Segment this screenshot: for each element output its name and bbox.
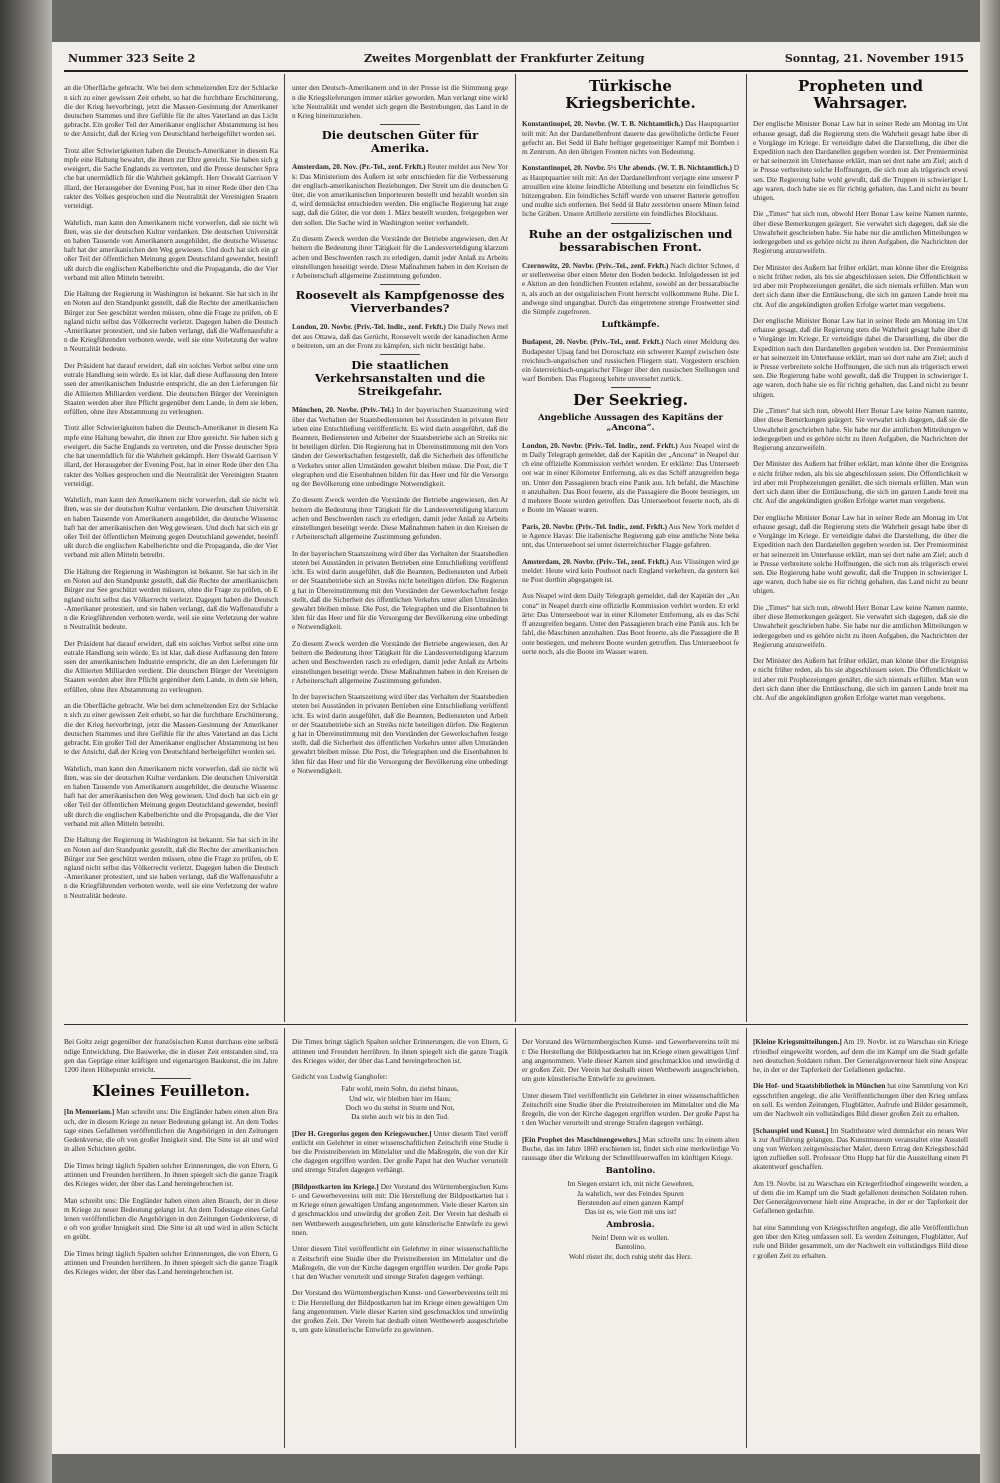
article-paragraph: [In Memoriam.] Man schreibt uns: Die Engländer haben einen alten Brauch, der in diesem Kriege zu neuer Bedeutung gelangt ist. An dem Todestage eines Gefallenen veröffentlichen die Angehörigen in den Zeitungen Gedenkverse, die oft von großer Innigkeit sind. Die Sitte ist alt und wird in allen Schichten geübt. <box>64 1107 278 1154</box>
dateline: Konstantinopel, 20. Novbr. (W. T. B. Nichtamtlich.) <box>522 119 683 129</box>
headline-deutsche-gueter: Die deutschen Güter für Amerika. <box>321 128 479 156</box>
poem-line: Da stehn auch wir bis in den Tod. <box>351 1112 449 1122</box>
article-paragraph: Die Haltung der Regierung in Washington ist bekannt. Sie hat sich in ihren Noten auf den Standpunkt gestellt, daß die Rechte der amerikanischen Bürger zur See geschützt werden müssen, ohne die Frage zu prüfen, ob England nicht selbst das Völkerrecht verletzt. Dagegen haben die Deutsch-Amerikaner protestiert, und sie haben verlangt, daß die Waffenausfuhr an die Kriegführenden verboten werde, weil sie eine Verletzung der wahren Neutralität bedeute. <box>64 566 278 632</box>
section-rule <box>611 387 651 388</box>
column-rule <box>746 1028 747 1448</box>
section-rule <box>380 354 420 355</box>
article-paragraph: Die „Times“ hat sich nun, obwohl Herr Bonar Law keine Namen nannte, über diese Bemerkungen geärgert. Sie verwahrt sich dagegen, daß sie die Unwahrheit geschrieben habe. Sie habe nur die amtlichen Mitteilungen wiedergegeben und es gehöre nicht zu ihren Aufgaben, die Nachrichten der Regierung anzuzweifeln. <box>753 209 968 256</box>
masthead <box>64 50 968 68</box>
page-edge <box>980 0 1000 1483</box>
item-title: [Ein Prophet des Maschinengewehrs.] <box>522 1134 641 1144</box>
article-paragraph: In der bayerischen Staatszeitung wird über das Verhalten der Staatsbediensteten bei Ausständen in privaten Betrieben eine Entschließung veröffentlicht. Es wird darin ausgeführt, daß die Beamten, Bediensteten und Arbeiter der Staatsbetriebe sich an Streiks nicht beteiligen dürfen. Die Regierung hat in Übereinstimmung mit den Vorständen der Gewerkschaften festgestellt, daß die Sicherheit des öffentlichen Verkehrs unter allen Umständen gewahrt bleiben müsse. Die Post, die Telegraphen und die Eisenbahnen bilden für das Heer und für die Versorgung der Bevölkerung eine unbedingte Notwendigkeit. <box>292 692 508 775</box>
headline-tuerkische-kriegsberichte: Türkische Kriegsberichte. <box>565 77 696 112</box>
dateline: London, 20. Novbr. (Priv.-Tel. Indir., zenf. Frkft.) <box>522 440 678 450</box>
article-paragraph: München, 20. Novbr. (Priv.-Tel.) In der bayerischen Staatszeitung wird über das Verhalten der Staatsbediensteten bei Ausständen in privaten Betrieben eine Entschließung veröffentlicht. Es wird darin ausgeführt, daß die Beamten, Bediensteten und Arbeiter der Staatsbetriebe sich an Streiks nicht beteiligen dürfen. Die Regierung hat in Übereinstimmung mit den Vorständen der Gewerkschaften festgestellt, daß die Sicherheit des öffentlichen Verkehrs unter allen Umständen gewahrt bleiben müsse. Die Post, die Telegraphen und die Eisenbahnen bilden für das Heer und für die Versorgung der Bevölkerung eine unbedingte Notwendigkeit. <box>292 405 508 488</box>
article-paragraph: London, 20. Novbr. (Priv.-Tel. Indir., zenf. Frkft.) Aus Neapel wird dem Daily Telegraph gemeldet, daß der Kapitän der „Ancona“ in Neapel durch eine offizielle Kommission verhört worden. Er erklärte: Das Unterseeboot war in einer Kilometer Entfernung, als es das Schiff anzugreifen begann. Unter den Passagieren brach eine Panik aus. Ich befahl, die Maschinen anzuhalten. Das Boot feuerte, als die Passagiere die Boote bestiegen, und mehrere Boote wurden getroffen. Das Unterseeboot feuerte noch, als die Boote im Wasser waren. <box>522 440 739 515</box>
dateline: Amsterdam, 20. Novbr. (Priv.-Tel., zenf. Frkft.) <box>522 556 669 566</box>
article-paragraph: [Bildpostkarten im Kriege.] Der Vorstand des Württembergischen Kunst- und Gewerbevereins teilt mit: Die Herstellung der Bildpostkarten hat im Kriege einen gewaltigen Umfang angenommen. Viele dieser Karten sind geschmacklos und unwürdig der großen Zeit. Der Verein hat deshalb einen Wettbewerb ausgeschrieben, um gute künstlerische Entwürfe zu gewinnen. <box>292 1181 508 1237</box>
dateline: München, 20. Novbr. (Priv.-Tel.) <box>292 405 394 415</box>
article-paragraph: Trotz aller Schwierigkeiten haben die Deutsch-Amerikaner in diesem Kampfe eine Haltung bewahrt, die ihnen zur Ehre gereicht. Sie haben sich geweigert, die Sache Englands zu vertreten, und die Presse deutscher Sprache hat unermüdlich für die Wahrheit gekämpft. Herr Oswald Garrison Villard, der Herausgeber der Evening Post, hat in einer Rede über den Charakter des Volkes gesprochen und die Neutralität der Vereinigten Staaten verteidigt. <box>64 423 278 488</box>
article-paragraph: Konstantinopel, 20. Novbr. (W. T. B. Nichtamtlich.) Das Hauptquartier teilt mit: An der Dardanellenfront dauerte das gewöhnliche örtliche Feuergefecht an. Bei Sedd ül Bahr heftiger gegenseitiger Kampf mit Bomben im Zentrum. An den übrigen Fronten nichts von Bedeutung. <box>522 119 739 156</box>
article-paragraph: Unter diesem Titel veröffentlicht ein Gelehrter in einer wissenschaftlichen Zeitschrift eine Studie über die Preistreibereien im Mittelalter und die Maßregeln, die von der Kirche dagegen ergriffen wurden. Der große Papst hat den Wucher verurteilt und strenge Strafen dagegen verhängt. <box>292 1244 508 1281</box>
article-paragraph: Konstantinopel, 20. Novbr. 5½ Uhr abends. (W. T. B. Nichtamtlich.) Das Hauptquartier teilt mit: An der Dardanellenfront verjagte eine unserer Patrouillen eine kleine feindliche Abteilung und besetzte ein feindliches Schützengraben. Ein feindliches Schiff wurde von unserer Batterie getroffen und mußte sich entfernen. Bei Sedd ül Bahr zerstörten unsere Minen feindliche Gräben. Unsere Artillerie zerstörte ein feindliches Blockhaus. <box>522 163 739 219</box>
headline-ruhe-ostgalizien: Ruhe an der ostgalizischen und bessarabischen Front. <box>528 226 733 254</box>
headline-roosevelt: Roosevelt als Kampfgenosse des Vierverbandes? <box>295 288 505 316</box>
article-paragraph: Die „Times“ hat sich nun, obwohl Herr Bonar Law keine Namen nannte, über diese Bemerkungen geärgert. Sie verwahrt sich dagegen, daß sie die Unwahrheit geschrieben habe. Sie habe nur die amtlichen Mitteilungen wiedergegeben und es gehöre nicht zu ihren Aufgaben, die Nachrichten der Regierung anzuzweifeln. <box>753 602 968 649</box>
article-paragraph: unter den Deutsch-Amerikanern und in der Presse ist die Stimmung gegen die Kriegslieferungen immer stärker geworden. Man verlangt eine wirkliche Neutralität und wendet sich gegen die Bestrebungen, das Land in den Krieg hineinzuziehen. <box>292 83 508 120</box>
column-rule <box>515 1028 516 1448</box>
headline-propheten: Propheten und Wahrsager. <box>797 77 924 112</box>
article-paragraph: Die Times bringt täglich Spalten solcher Erinnerungen, die von Eltern, Gattinnen und Freunden herrühren. In ihnen spiegelt sich die ganze Tragik des Krieges wider, der über das Land hereingebrochen ist. <box>64 1160 278 1189</box>
article-paragraph: Zu diesem Zweck werden die Vorstände der Betriebe angewiesen, den Arbeitern die Bedeutung ihrer Tätigkeit für die Landesverteidigung klarzumachen und Beschwerden rasch zu erledigen, damit jeder Anlaß zu Arbeitseinstellungen beseitigt werde. Diese Maßnahmen haben in den Kreisen der Arbeiterschaft allgemeine Zustimmung gefunden. <box>292 234 508 280</box>
article-paragraph: Der Präsident hat darauf erwidert, daß ein solches Verbot selbst eine unneutrale Handlung sein würde. Es ist klar, daß diese Auffassung den Interessen der amerikanischen Industrie entspricht, die an den Lieferungen für die Alliierten Milliarden verdient. Die deutschen Bürger der Vereinigten Staaten werden aber ihre Pflicht gegenüber dem Lande, in dem sie leben, erfüllen, ohne ihre Abstammung zu verleugnen. <box>64 360 278 416</box>
dateline: Budapest, 20. Novbr. (Priv.-Tel., zenf. Frkft.) <box>522 337 664 347</box>
article-paragraph: In der bayerischen Staatszeitung wird über das Verhalten der Staatsbediensteten bei Ausständen in privaten Betrieben eine Entschließung veröffentlicht. Es wird darin ausgeführt, daß die Beamten, Bediensteten und Arbeiter der Staatsbetriebe sich an Streiks nicht beteiligen dürfen. Die Regierung hat in Übereinstimmung mit den Vorständen der Gewerkschaften festgestellt, daß die Sicherheit des öffentlichen Verkehrs unter allen Umständen gewahrt bleiben müsse. Die Post, die Telegraphen und die Eisenbahnen bilden für das Heer und für die Versorgung der Bevölkerung eine unbedingte Notwendigkeit. <box>292 548 508 632</box>
article-column-1 <box>64 76 278 1020</box>
item-title: Die Hof- und Staatsbibliothek in München <box>753 1081 886 1091</box>
poem-line: Fahr wohl, mein Sohn, du ziehst hinaus, <box>341 1084 459 1094</box>
section-rule <box>611 223 651 224</box>
article-paragraph: Bei Goltz zeigt gegenüber der französischen Kunst durchaus eine selbständige Entwicklung. Die Bauwerke, die in dieser Zeit entstanden sind, tragen das Gepräge einer kräftigen und eigenartigen Baukunst, die im Jahre 1200 ihren Höhepunkt erreicht. <box>64 1037 278 1074</box>
dialog-verse <box>522 1179 739 1216</box>
item-title: [Der H. Gregorius gegen den Kriegswucher.] <box>292 1128 432 1138</box>
masthead-rule <box>64 70 968 72</box>
poem-line: Doch wo du stehst in Sturm und Not, <box>345 1102 455 1112</box>
verse-line: Im Siegen erstarrt ich, mit nicht Gewehren, <box>567 1179 694 1189</box>
feuilleton-divider <box>64 1024 968 1025</box>
headline-verkehrsanstalten: Die staatlichen Verkehrsanstalten und die Streikgefahr. <box>314 358 486 399</box>
article-paragraph: Wahrlich, man kann den Amerikanern nicht vorwerfen, daß sie nicht wüßten, was sie der deutschen Kultur verdanken. Die deutschen Universitäten haben Tausende von Amerikanern ausgebildet, die deutsche Wissenschaft hat der amerikanischen den Weg gewiesen. Und doch hat sich ein großer Teil der öffentlichen Meinung gegen Deutschland gewendet, beeinflußt durch die englischen Kabelberichte und die Propaganda, die der Vierverband mit allen Mitteln betreibt. <box>64 763 278 828</box>
item-title: [Schauspiel und Kunst.] <box>753 1125 829 1135</box>
verse-line: Berstenden auf einen ganzen Kampf <box>577 1197 684 1207</box>
article-column-4 <box>753 76 968 1020</box>
article-column-2 <box>292 76 508 1020</box>
article-column-3 <box>522 76 739 1020</box>
dialog-verse <box>522 1233 739 1261</box>
article-paragraph: Amsterdam, 20. Novbr. (Priv.-Tel., zenf. Frkft.) Aus Vlissingen wird gemeldet: Heute wird kein Postboot nach England verkehren, da gestern keine Post dorthin abgegangen ist. <box>522 556 739 584</box>
column-rule <box>515 74 516 1022</box>
item-title: [Kleine Kriegsmitteilungen.] <box>753 1037 842 1047</box>
article-paragraph: [Der H. Gregorius gegen den Kriegswucher.] Unter diesem Titel veröffentlicht ein Gelehrter in einer wissenschaftlichen Zeitschrift eine Studie über die Preistreibereien im Mittelalter und die Maßregeln, die von der Kirche dagegen ergriffen wurden. Der große Papst hat den Wucher verurteilt und strenge Strafen dagegen verhängt. <box>292 1128 508 1175</box>
newspaper-name: Zweites Morgenblatt der Frankfurter Zeitung <box>364 52 645 65</box>
column-rule <box>284 1028 285 1448</box>
feuilleton-column-3 <box>522 1030 739 1448</box>
verse-line: Das ist es, wie Gott mit uns ist! <box>584 1206 677 1216</box>
article-paragraph: Zu diesem Zweck werden die Vorstände der Betriebe angewiesen, den Arbeitern die Bedeutung ihrer Tätigkeit für die Landesverteidigung klarzumachen und Beschwerden rasch zu erledigen, damit jeder Anlaß zu Arbeitseinstellungen beseitigt werde. Diese Maßnahmen haben in den Kreisen der Arbeiterschaft allgemeine Zustimmung gefunden. <box>292 495 508 542</box>
feuilleton-column-1 <box>64 1030 278 1448</box>
section-rule <box>380 124 420 125</box>
section-rule <box>151 1078 191 1079</box>
column-rule <box>284 74 285 1022</box>
subheadline-ancona: Angebliche Aussagen des Kapitäns der „Ancona“. <box>538 413 723 434</box>
dateline: Amsterdam, 20. Nov. (Pr.-Tel., zenf. Frkft.) <box>292 162 426 172</box>
article-paragraph: Trotz aller Schwierigkeiten haben die Deutsch-Amerikaner in diesem Kampfe eine Haltung bewahrt, die ihnen zur Ehre gereicht. Sie haben sich geweigert, die Sache Englands zu vertreten, und die Presse deutscher Sprache hat unermüdlich für die Wahrheit gekämpft. Herr Oswald Garrison Villard, der Herausgeber der Evening Post, hat in einer Rede über den Charakter des Volkes gesprochen und die Neutralität der Vereinigten Staaten verteidigt. <box>64 145 278 211</box>
article-paragraph: an die Oberfläche gebracht. Wie bei dem schmelzenden Erz der Schlacken sich zu einer gewissen Zeit erhebt, so hat die furchtbare Erschütterung, die der Krieg hervorbringt, jetzt die Massen-Gesinnung der Amerikaner deutschen Stammes und ihre Gefühle für ihr altes Vaterland an das Licht gebracht. Ein großer Teil der Amerikaner englischer Abstammung ist heute der Ansicht, daß der Krieg von Deutschland herbeigeführt worden sei. <box>64 701 278 757</box>
article-paragraph: Der Präsident hat darauf erwidert, daß ein solches Verbot selbst eine unneutrale Handlung sein würde. Es ist klar, daß diese Auffassung den Interessen der amerikanischen Industrie entspricht, die an den Lieferungen für die Alliierten Milliarden verdient. Die deutschen Bürger der Vereinigten Staaten werden aber ihre Pflicht gegenüber dem Lande, in dem sie leben, erfüllen, ohne ihre Abstammung zu verleugnen. <box>64 638 278 694</box>
item-title: [Bildpostkarten im Kriege.] <box>292 1181 379 1191</box>
article-paragraph: Der englische Minister Bonar Law hat in seiner Rede am Montag im Unterhause gesagt, daß die Regierung stets die Wahrheit gesagt habe über die Vorgänge im Kriege. Er verteidigte dabei die Darstellung, die über die Expedition nach den Dardanellen gegeben worden ist. Der Premierminister hat seinerzeit im Unterhause erklärt, man sei dort nahe am Ziel; auch die Presse verbreitete solche Hoffnungen, die sich nun als trügerisch erweisen. Die Regierung habe wohl gewußt, daß die Truppen in schwieriger Lage waren, doch habe sie es für richtig gehalten, das Land nicht zu beunruhigen. <box>753 316 968 399</box>
book-binding <box>0 0 52 1483</box>
article-paragraph: Die Times bringt täglich Spalten solcher Erinnerungen, die von Eltern, Gattinnen und Freunden herrühren. In ihnen spiegelt sich die ganze Tragik des Krieges wider, der über das Land hereingebrochen ist. <box>292 1037 508 1065</box>
item-title: [In Memoriam.] <box>64 1107 115 1117</box>
issue-number: Nummer 323 Seite 2 <box>68 52 196 65</box>
article-paragraph: Wahrlich, man kann den Amerikanern nicht vorwerfen, daß sie nicht wüßten, was sie der deutschen Kultur verdanken. Die deutschen Universitäten haben Tausende von Amerikanern ausgebildet, die deutsche Wissenschaft hat der amerikanischen den Weg gewiesen. Und doch hat sich ein großer Teil der öffentlichen Meinung gegen Deutschland gewendet, beeinflußt durch die englischen Kabelberichte und die Propaganda, die der Vierverband mit allen Mitteln betreibt. <box>64 217 278 282</box>
article-paragraph: hat eine Sammlung von Kriegsschriften angelegt, die alle Veröffentlichungen über den Krieg umfassen soll. Es werden Zeitungen, Flugblätter, Aufrufe und Bilder gesammelt, um der Nachwelt ein vollständiges Bild dieser großen Zeit zu erhalten. <box>753 1222 968 1260</box>
article-paragraph: [Kleine Kriegsmitteilungen.] Am 19. Novbr. ist zu Warschau ein Kriegerfriedhof eingeweiht worden, auf dem die im Kampf um die Stadt gefallenen deutschen Soldaten ruhen. Der Generalgouverneur hielt eine Ansprache, in der er der Tapferkeit der Gefallenen gedachte. <box>753 1037 968 1074</box>
newspaper-page <box>52 42 980 1454</box>
dateline: London, 20. Novbr. (Priv.-Tel. Indir., zenf. Frkft.) <box>292 322 446 332</box>
verse-line: Wohl rüstet ihr, doch ruhig steht das Herz. <box>568 1251 693 1261</box>
article-paragraph: Der englische Minister Bonar Law hat in seiner Rede am Montag im Unterhause gesagt, daß die Regierung stets die Wahrheit gesagt habe über die Vorgänge im Kriege. Er verteidigte dabei die Darstellung, die über die Expedition nach den Dardanellen gegeben worden ist. Der Premierminister hat seinerzeit im Unterhause erklärt, man sei dort nahe am Ziel; auch die Presse verbreitete solche Hoffnungen, die sich nun als trügerisch erweisen. Die Regierung habe wohl gewußt, daß die Truppen in schwieriger Lage waren, doch habe sie es für richtig gehalten, das Land nicht zu beunruhigen. <box>753 512 968 596</box>
article-paragraph: an die Oberfläche gebracht. Wie bei dem schmelzenden Erz der Schlacken sich zu einer gewissen Zeit erhebt, so hat die furchtbare Erschütterung, die der Krieg hervorbringt, jetzt die Massen-Gesinnung der Amerikaner deutschen Stammes und ihre Gefühle für ihr altes Vaterland an das Licht gebracht. Ein großer Teil der Amerikaner englischer Abstammung ist heute der Ansicht, daß der Krieg von Deutschland herbeigeführt worden sei. <box>64 83 278 139</box>
article-paragraph: Budapest, 20. Novbr. (Priv.-Tel., zenf. Frkft.) Nach einer Meldung des Budapester Ujsag fand bei Doroschatz ein schwerer Kampf zwischen österreichisch-ungarischen und russischen Fliegern statt. Vorgestern erschien ein österreichisch-ungarischer Flieger über den russischen Stellungen und warf Bomben. Das Flugzeug kehrte unversehrt zurück. <box>522 337 739 384</box>
article-paragraph: Der Minister des Außern hat früher erklärt, man könne über die Ereignisse nicht früher reden, als bis sie abgeschlossen seien. Die Öffentlichkeit wird aber mit Prophezeiungen genährt, die sich niemals erfüllen. Man wundert sich dann über die Enttäuschung, die sich im ganzen Lande breit macht. Auf die angekündigten großen Erfolge wartet man vergebens. <box>753 262 968 309</box>
subheadline-luftkaempfe: Luftkämpfe. <box>601 320 660 331</box>
verse-line: Nein! Denn wir es wollen. <box>591 1233 670 1243</box>
article-paragraph: Der Vorstand des Württembergischen Kunst- und Gewerbevereins teilt mit: Die Herstellung der Bildpostkarten hat im Kriege einen gewaltigen Umfang angenommen. Viele dieser Karten sind geschmacklos und unwürdig der großen Zeit. Der Verein hat deshalb einen Wettbewerb ausgeschrieben, um gute künstlerische Entwürfe zu gewinnen. <box>292 1288 508 1335</box>
column-rule <box>746 74 747 1022</box>
section-rule <box>380 284 420 285</box>
article-paragraph: Czernowitz, 20. Novbr. (Priv.-Tel., zenf. Frkft.) Nach dichter Schnee, der stellenweise über einen Meter den Boden bedeckt. Infolgedessen ist jede Aktion an den feindlichen Fronten erlahmt, sowohl an der bessarabischen, als auch an der ostgalizischen Front herrscht vollkommene Ruhe. Die Landwege sind ungangbar. Durch das eingetretene strenge Frostwetter sind die Sümpfe zugefroren. <box>522 260 739 316</box>
poem <box>292 1084 508 1121</box>
poem-intro: Gedicht von Ludwig Ganghofer: <box>292 1072 388 1082</box>
dialog-speaker: Ambrosia. <box>606 1220 655 1231</box>
dateline: Konstantinopel, 20. Novbr. 5½ Uhr abends. (W. T. B. Nichtamtlich.) <box>522 163 732 173</box>
article-paragraph: Die Haltung der Regierung in Washington ist bekannt. Sie hat sich in ihren Noten auf den Standpunkt gestellt, daß die Rechte der amerikanischen Bürger zur See geschützt werden müssen, ohne die Frage zu prüfen, ob England nicht selbst das Völkerrecht verletzt. Dagegen haben die Deutsch-Amerikaner protestiert, und sie haben verlangt, daß die Waffenausfuhr an die Kriegführenden verboten werde, weil sie eine Verletzung der wahren Neutralität bedeute. <box>64 835 278 900</box>
article-paragraph: Man schreibt uns: Die Engländer haben einen alten Brauch, der in diesem Kriege zu neuer Bedeutung gelangt ist. An dem Todestage eines Gefallenen veröffentlichen die Angehörigen in den Zeitungen Gedenkverse, die oft von großer Innigkeit sind. Die Sitte ist alt und wird in allen Schichten geübt. <box>64 1195 278 1242</box>
verse-line: Ja wahrlich, wer des Feindes Spuren <box>577 1188 684 1198</box>
article-paragraph: Am 19. Novbr. ist zu Warschau ein Kriegerfriedhof eingeweiht worden, auf dem die im Kampf um die Stadt gefallenen deutschen Soldaten ruhen. Der Generalgouverneur hielt eine Ansprache, in der er der Tapferkeit der Gefallenen gedachte. <box>753 1178 968 1216</box>
feuilleton-column-4 <box>753 1030 968 1448</box>
article-paragraph: [Schauspiel und Kunst.] Im Stadttheater wird demnächst ein neues Werk zur Aufführung gelangen. Das Kunstmuseum veranstaltet eine Ausstellung von Werken zeitgenössischer Maler, deren Ertrag den Kriegsbeschädigten zufließen soll. Professor Otto Hupp hat für die Ausstellung einen Plakatentwurf geschaffen. <box>753 1125 968 1172</box>
article-paragraph: Die Hof- und Staatsbibliothek in München hat eine Sammlung von Kriegsschriften angelegt, die alle Veröffentlichungen über den Krieg umfassen soll. Es werden Zeitungen, Flugblätter, Aufrufe und Bilder gesammelt, um der Nachwelt ein vollständiges Bild dieser großen Zeit zu erhalten. <box>753 1081 968 1119</box>
article-paragraph: [Ein Prophet des Maschinengewehrs.] Man schreibt uns: In einem alten Buche, das im Jahre 1860 erschienen ist, findet sich eine merkwürdige Voraussage über die Wirkung der Schnellfeuerwaffen im künftigen Kriege. <box>522 1134 739 1163</box>
article-paragraph: Die „Times“ hat sich nun, obwohl Herr Bonar Law keine Namen nannte, über diese Bemerkungen geärgert. Sie verwahrt sich dagegen, daß sie die Unwahrheit geschrieben habe. Sie habe nur die amtlichen Mitteilungen wiedergegeben und es gehöre nicht zu ihren Aufgaben, die Nachrichten der Regierung anzuzweifeln. <box>753 406 968 452</box>
headline-kleines-feuilleton: Kleines Feuilleton. <box>91 1082 251 1101</box>
article-paragraph: Der Minister des Außern hat früher erklärt, man könne über die Ereignisse nicht früher reden, als bis sie abgeschlossen seien. Die Öffentlichkeit wird aber mit Prophezeiungen genährt, die sich niemals erfüllen. Man wundert sich dann über die Enttäuschung, die sich im ganzen Lande breit macht. Auf die angekündigten großen Erfolge wartet man vergebens. <box>753 656 968 703</box>
article-paragraph: Unter diesem Titel veröffentlicht ein Gelehrter in einer wissenschaftlichen Zeitschrift eine Studie über die Preistreibereien im Mittelalter und die Maßregeln, die von der Kirche dagegen ergriffen wurden. Der große Papst hat den Wucher verurteilt und strenge Strafen dagegen verhängt. <box>522 1090 739 1128</box>
headline-seekrieg: Der Seekrieg. <box>573 391 688 410</box>
article-paragraph: Zu diesem Zweck werden die Vorstände der Betriebe angewiesen, den Arbeitern die Bedeutung ihrer Tätigkeit für die Landesverteidigung klarzumachen und Beschwerden rasch zu erledigen, damit jeder Anlaß zu Arbeitseinstellungen beseitigt werde. Diese Maßnahmen haben in den Kreisen der Arbeiterschaft allgemeine Zustimmung gefunden. <box>292 638 508 685</box>
article-paragraph: Der Vorstand des Württembergischen Kunst- und Gewerbevereins teilt mit: Die Herstellung der Bildpostkarten hat im Kriege einen gewaltigen Umfang angenommen. Viele dieser Karten sind geschmacklos und unwürdig der großen Zeit. Der Verein hat deshalb einen Wettbewerb ausgeschrieben, um gute künstlerische Entwürfe zu gewinnen. <box>522 1037 739 1084</box>
article-paragraph: Die Times bringt täglich Spalten solcher Erinnerungen, die von Eltern, Gattinnen und Freunden herrühren. In ihnen spiegelt sich die ganze Tragik des Krieges wider, der über das Land hereingebrochen ist. <box>64 1248 278 1277</box>
verse-line: Bantolino. <box>615 1242 646 1252</box>
poem-line: Und wir, wir bleiben hier im Haus; <box>348 1093 452 1103</box>
article-paragraph: Wahrlich, man kann den Amerikanern nicht vorwerfen, daß sie nicht wüßten, was sie der deutschen Kultur verdanken. Die deutschen Universitäten haben Tausende von Amerikanern ausgebildet, die deutsche Wissenschaft hat der amerikanischen den Weg gewiesen. Und doch hat sich ein großer Teil der öffentlichen Meinung gegen Deutschland gewendet, beeinflußt durch die englischen Kabelberichte und die Propaganda, die der Vierverband mit allen Mitteln betreibt. <box>64 495 278 560</box>
article-paragraph: Paris, 20. Novbr. (Priv.-Tel. Indir., zenf. Frkft.) Aus New York meldet die Agence Havas: Die italienische Regierung gab eine amtliche Note bekannt, das Unterseeboot sei unter österreichischer Flagge gefahren. <box>522 521 739 550</box>
article-paragraph: Der Minister des Außern hat früher erklärt, man könne über die Ereignisse nicht früher reden, als bis sie abgeschlossen seien. Die Öffentlichkeit wird aber mit Prophezeiungen genährt, die sich niemals erfüllen. Man wundert sich dann über die Enttäuschung, die sich im ganzen Lande breit macht. Auf die angekündigten großen Erfolge wartet man vergebens. <box>753 459 968 506</box>
dialog-speaker: Bantolino. <box>605 1166 656 1177</box>
feuilleton-column-2 <box>292 1030 508 1448</box>
article-paragraph: Der englische Minister Bonar Law hat in seiner Rede am Montag im Unterhause gesagt, daß die Regierung stets die Wahrheit gesagt habe über die Vorgänge im Kriege. Er verteidigte dabei die Darstellung, die über die Expedition nach den Dardanellen gegeben worden ist. Der Premierminister hat seinerzeit im Unterhause erklärt, man sei dort nahe am Ziel; auch die Presse verbreitete solche Hoffnungen, die sich nun als trügerisch erweisen. Die Regierung habe wohl gewußt, daß die Truppen in schwieriger Lage waren, doch habe sie es für richtig gehalten, das Land nicht zu beunruhigen. <box>753 119 968 202</box>
dateline: Czernowitz, 20. Novbr. (Priv.-Tel., zenf. Frkft.) <box>522 260 669 270</box>
issue-date: Sonntag, 21. November 1915 <box>784 52 964 65</box>
article-paragraph: Amsterdam, 20. Nov. (Pr.-Tel., zenf. Frkft.) Reuter meldet aus New York: Das Ministerium des Äußern ist sehr entschieden für die Verbesserung der englisch-amerikanischen Beziehungen. Der Streit um die deutschen Güter, die von amerikanischen Importeuren bestellt und bezahlt worden sind, wird demnächst entschieden werden. Die englische Regierung hat zugesagt, daß die Güter, die vor dem 1. März bestellt wurden, freigegeben werden sollen. Die Sache wird in Washington weiter verhandelt. <box>292 162 508 227</box>
article-paragraph: London, 20. Novbr. (Priv.-Tel. Indir., zenf. Frkft.) Die Daily News meldet aus Ottawa, daß das Gerücht, Roosevelt werde der kanadischen Armee beitreten, um an der Front zu kämpfen, sich nicht bestätigt habe. <box>292 322 508 350</box>
article-paragraph: Aus Neapel wird dem Daily Telegraph gemeldet, daß der Kapitän der „Ancona“ in Neapel durch eine offizielle Kommission verhört worden. Er erklärte: Das Unterseeboot war in einer Kilometer Entfernung, als es das Schiff anzugreifen begann. Unter den Passagieren brach eine Panik aus. Ich befahl, die Maschinen anzuhalten. Das Boot feuerte, als die Passagiere die Boote bestiegen, und mehrere Boote wurden getroffen. Das Unterseeboot feuerte noch, als die Boote im Wasser waren. <box>522 591 739 656</box>
dateline: Paris, 20. Novbr. (Priv.-Tel. Indir., zenf. Frkft.) <box>522 521 668 531</box>
article-paragraph: Die Haltung der Regierung in Washington ist bekannt. Sie hat sich in ihren Noten auf den Standpunkt gestellt, daß die Rechte der amerikanischen Bürger zur See geschützt werden müssen, ohne die Frage zu prüfen, ob England nicht selbst das Völkerrecht verletzt. Dagegen haben die Deutsch-Amerikaner protestiert, und sie haben verlangt, daß die Waffenausfuhr an die Kriegführenden verboten werde, weil sie eine Verletzung der wahren Neutralität bedeute. <box>64 289 278 354</box>
